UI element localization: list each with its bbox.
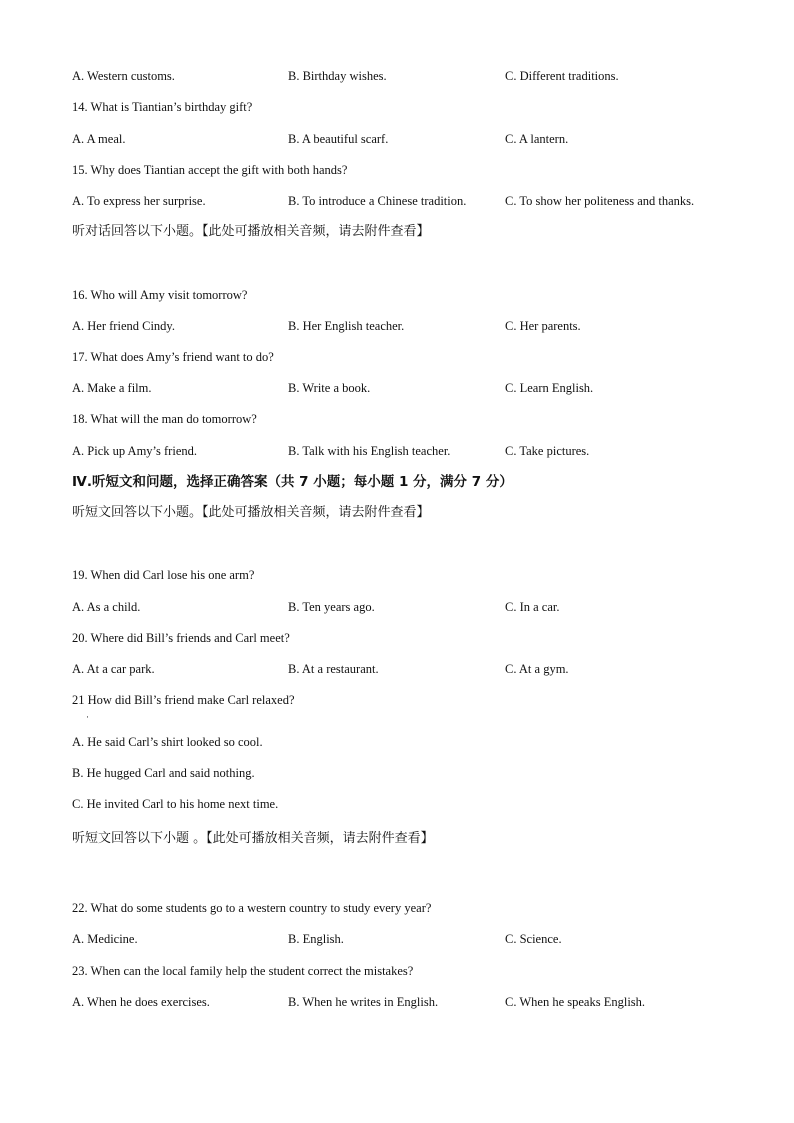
q17-question: 17. What does Amy’s friend want to do? <box>72 350 274 364</box>
q22-question: 22. What do some students go to a western country to study every year? <box>72 901 432 915</box>
q14-option-a: A. A meal. <box>72 132 126 146</box>
q19-option-c: C. In a car. <box>505 600 560 614</box>
q20-question: 20. Where did Bill’s friends and Carl meet? <box>72 631 290 645</box>
q17-option-a: A. Make a film. <box>72 381 152 395</box>
q18-option-a: A. Pick up Amy’s friend. <box>72 444 197 458</box>
q22-option-c: C. Science. <box>505 932 562 946</box>
stray-dot: · <box>86 712 89 722</box>
q21-option-b: B. He hugged Carl and said nothing. <box>72 766 255 780</box>
audio-note-3: 听短文回答以下小题 。【此处可播放相关音频，请去附件查看】 <box>72 831 434 846</box>
q20-option-b: B. At a restaurant. <box>288 662 379 676</box>
q15-option-a: A. To express her surprise. <box>72 194 206 208</box>
q14-option-b: B. A beautiful scarf. <box>288 132 389 146</box>
section-heading: Ⅳ.听短文和问题，选择正确答案（共 7 小题；每小题 1 分，满分 7 分） <box>72 474 513 490</box>
q20-option-c: C. At a gym. <box>505 662 569 676</box>
q16-option-c: C. Her parents. <box>505 319 581 333</box>
q16-option-b: B. Her English teacher. <box>288 319 405 333</box>
audio-note-1: 听对话回答以下小题。【此处可播放相关音频，请去附件查看】 <box>72 224 430 239</box>
q22-option-a: A. Medicine. <box>72 932 138 946</box>
q18-option-b: B. Talk with his English teacher. <box>288 444 451 458</box>
q13-option-a: A. Western customs. <box>72 69 175 83</box>
q21-question: 21 How did Bill’s friend make Carl relaxed? <box>72 693 295 707</box>
q23-option-b: B. When he writes in English. <box>288 995 439 1009</box>
q23-option-a: A. When he does exercises. <box>72 995 210 1009</box>
q19-question: 19. When did Carl lose his one arm? <box>72 568 255 582</box>
q21-option-a: A. He said Carl’s shirt looked so cool. <box>72 735 263 749</box>
q20-option-a: A. At a car park. <box>72 662 155 676</box>
q18-option-c: C. Take pictures. <box>505 444 590 458</box>
q19-option-a: A. As a child. <box>72 600 141 614</box>
q14-question: 14. What is Tiantian’s birthday gift? <box>72 100 253 114</box>
q19-option-b: B. Ten years ago. <box>288 600 375 614</box>
q17-option-c: C. Learn English. <box>505 381 594 395</box>
q17-option-b: B. Write a book. <box>288 381 371 395</box>
q16-option-a: A. Her friend Cindy. <box>72 319 175 333</box>
q13-option-b: B. Birthday wishes. <box>288 69 387 83</box>
q23-option-c: C. When he speaks English. <box>505 995 646 1009</box>
q13-option-c: C. Different traditions. <box>505 69 619 83</box>
q22-option-b: B. English. <box>288 932 344 946</box>
q23-question: 23. When can the local family help the student correct the mistakes? <box>72 964 414 978</box>
q16-question: 16. Who will Amy visit tomorrow? <box>72 288 248 302</box>
q15-option-b: B. To introduce a Chinese tradition. <box>288 194 467 208</box>
audio-note-2: 听短文回答以下小题。【此处可播放相关音频，请去附件查看】 <box>72 505 430 520</box>
q14-option-c: C. A lantern. <box>505 132 569 146</box>
q21-option-c: C. He invited Carl to his home next time. <box>72 797 279 811</box>
q15-option-c: C. To show her politeness and thanks. <box>505 194 695 208</box>
q15-question: 15. Why does Tiantian accept the gift with both hands? <box>72 163 348 177</box>
q18-question: 18. What will the man do tomorrow? <box>72 412 257 426</box>
